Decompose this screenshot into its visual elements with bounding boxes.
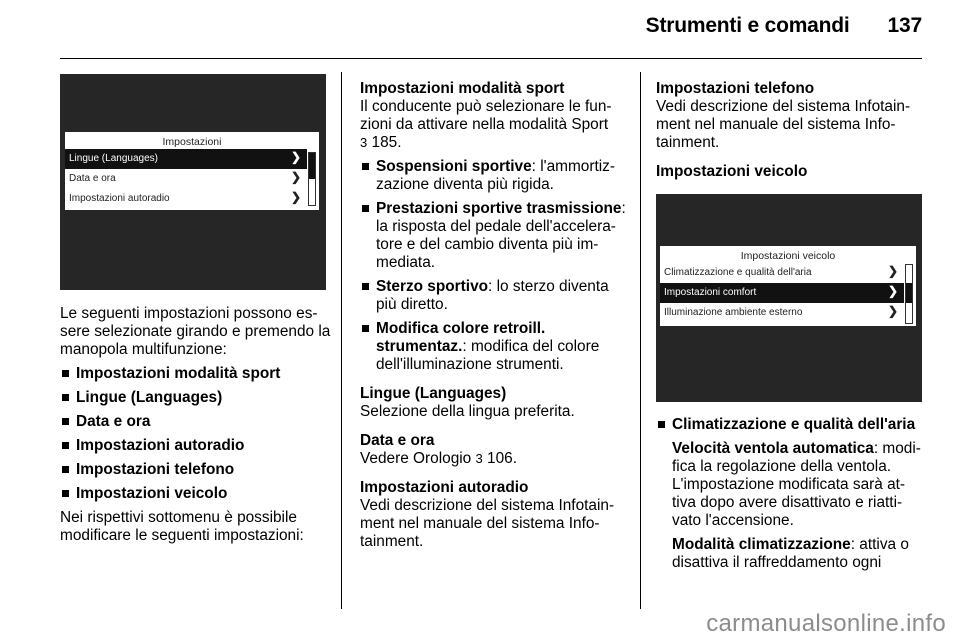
list-item: Impostazioni autoradio [60,437,332,455]
screen-row-selected [660,283,904,303]
list-item [360,278,628,314]
vehicle-options-list [656,416,928,434]
section-heading: Impostazioni veicolo [656,163,808,180]
column-1 [60,305,332,545]
chevron-right-icon: ❯ [887,304,898,318]
list-item: Impostazioni modalità sport [60,365,332,383]
screen-title: Impostazioni [162,136,222,148]
screen-row-label: Data e ora [69,173,116,184]
outro-text: Nei rispettivi sottomenu è possibile modificare le seguenti impostazioni: [60,509,304,544]
option-term: Modifica colore retroill. strumentaz. [376,320,546,355]
settings-list [60,365,332,503]
screen-row-selected [65,149,307,169]
option-term: Velocità ventola automatica [672,440,874,457]
screen-scrollbar-thumb [906,283,912,303]
option-term: Modalità climatizzazione [672,536,851,553]
screen-row-label: Impostazioni autoradio [69,193,170,204]
chevron-right-icon: ❯ [887,264,898,278]
option-term: Sterzo sportivo [376,278,489,295]
option-desc: : modi-fica la regolazione della ventola. L'impostazione modificata sarà at-tiva dopo avere disattivato e riatti-vato l'accensione. [672,440,921,529]
vehicle-settings-screen-image [656,194,922,402]
page-ref: 106. [487,450,517,467]
section-text: Vedi descrizione del sistema Infotain-ment nel manuale del sistema Info-tainment. [656,98,911,151]
option-desc: : la risposta del pedale dell'accelera-tore e del cambio diventa più im-mediata. [376,200,626,271]
chevron-right-icon: ❯ [290,150,301,164]
chevron-right-icon: ❯ [887,284,898,298]
option-desc: : attiva o disattiva il raffreddamento ogni [672,536,909,571]
screen-row-label: Lingue (Languages) [69,153,158,164]
screen-row [65,189,307,209]
page-header [0,14,922,38]
page-number: 137 [887,14,922,37]
option-desc: : modifica del colore dell'illuminazione strumenti. [376,338,600,373]
settings-screen-panel [65,132,319,210]
column-divider-2 [640,72,641,609]
screen-title: Impostazioni veicolo [740,250,836,262]
column-divider-1 [341,72,342,609]
data-text: Vedere Orologio [360,450,472,467]
section-heading: Lingue (Languages) [360,385,507,402]
screen-row [660,303,904,323]
vehicle-settings-panel [660,246,916,326]
list-item [360,200,628,272]
screen-scrollbar [308,152,316,206]
list-item: Data e ora [60,413,332,431]
page-ref: 185. [371,134,402,151]
intro-text: Le seguenti impostazioni possono es-sere selezionate girando e premendo la manopola multifunzione: [60,305,331,358]
page-ref-icon: 3 [475,451,483,466]
chevron-right-icon: ❯ [290,190,301,204]
sport-text: Il conducente può selezionare le fun-zioni da attivare nella modalità Sport [360,98,612,133]
option-term: Prestazioni sportive trasmissione [376,200,622,217]
list-item [360,320,628,374]
option-desc: : lo sterzo diventa più diretto. [376,278,609,313]
sub-option [656,440,928,530]
list-item [360,158,628,194]
section-heading: Impostazioni modalità sport [360,80,565,97]
list-item: Impostazioni telefono [60,461,332,479]
section-heading: Impostazioni autoradio [360,479,529,496]
column-3-top [656,80,928,181]
list-item: Lingue (Languages) [60,389,332,407]
screen-row-label: Impostazioni comfort [664,287,757,298]
header-rule [60,58,922,59]
screen-row-label: Climatizzazione e qualità dell'aria [664,267,812,278]
screen-row [660,263,904,283]
sport-options-list [360,158,628,374]
watermark: carmanualsonline.info [706,610,946,637]
screen-scrollbar-thumb [309,153,315,179]
option-desc: : l'ammortiz-zazione diventa più rigida. [376,158,615,193]
section-text [360,450,628,468]
section-heading: Impostazioni telefono [656,80,815,97]
list-item: Climatizzazione e qualità dell'aria [656,416,928,434]
screen-row-label: Illuminazione ambiente esterno [664,307,803,318]
screen-scrollbar [905,264,913,324]
section-text [360,98,628,152]
column-3-bottom [656,416,928,572]
chevron-right-icon: ❯ [290,170,301,184]
page-title: Strumenti e comandi [645,14,850,37]
column-2 [360,80,628,551]
section-text: Vedi descrizione del sistema Infotain-ment nel manuale del sistema Info-tainment. [360,497,615,550]
list-item: Impostazioni veicolo [60,485,332,503]
screen-row [65,169,307,189]
section-heading: Data e ora [360,432,435,449]
section-text: Selezione della lingua preferita. [360,403,575,420]
page-ref-icon: 3 [360,135,368,150]
option-term: Sospensioni sportive [376,158,532,175]
settings-screen-image [60,74,326,290]
sub-option [656,536,928,572]
